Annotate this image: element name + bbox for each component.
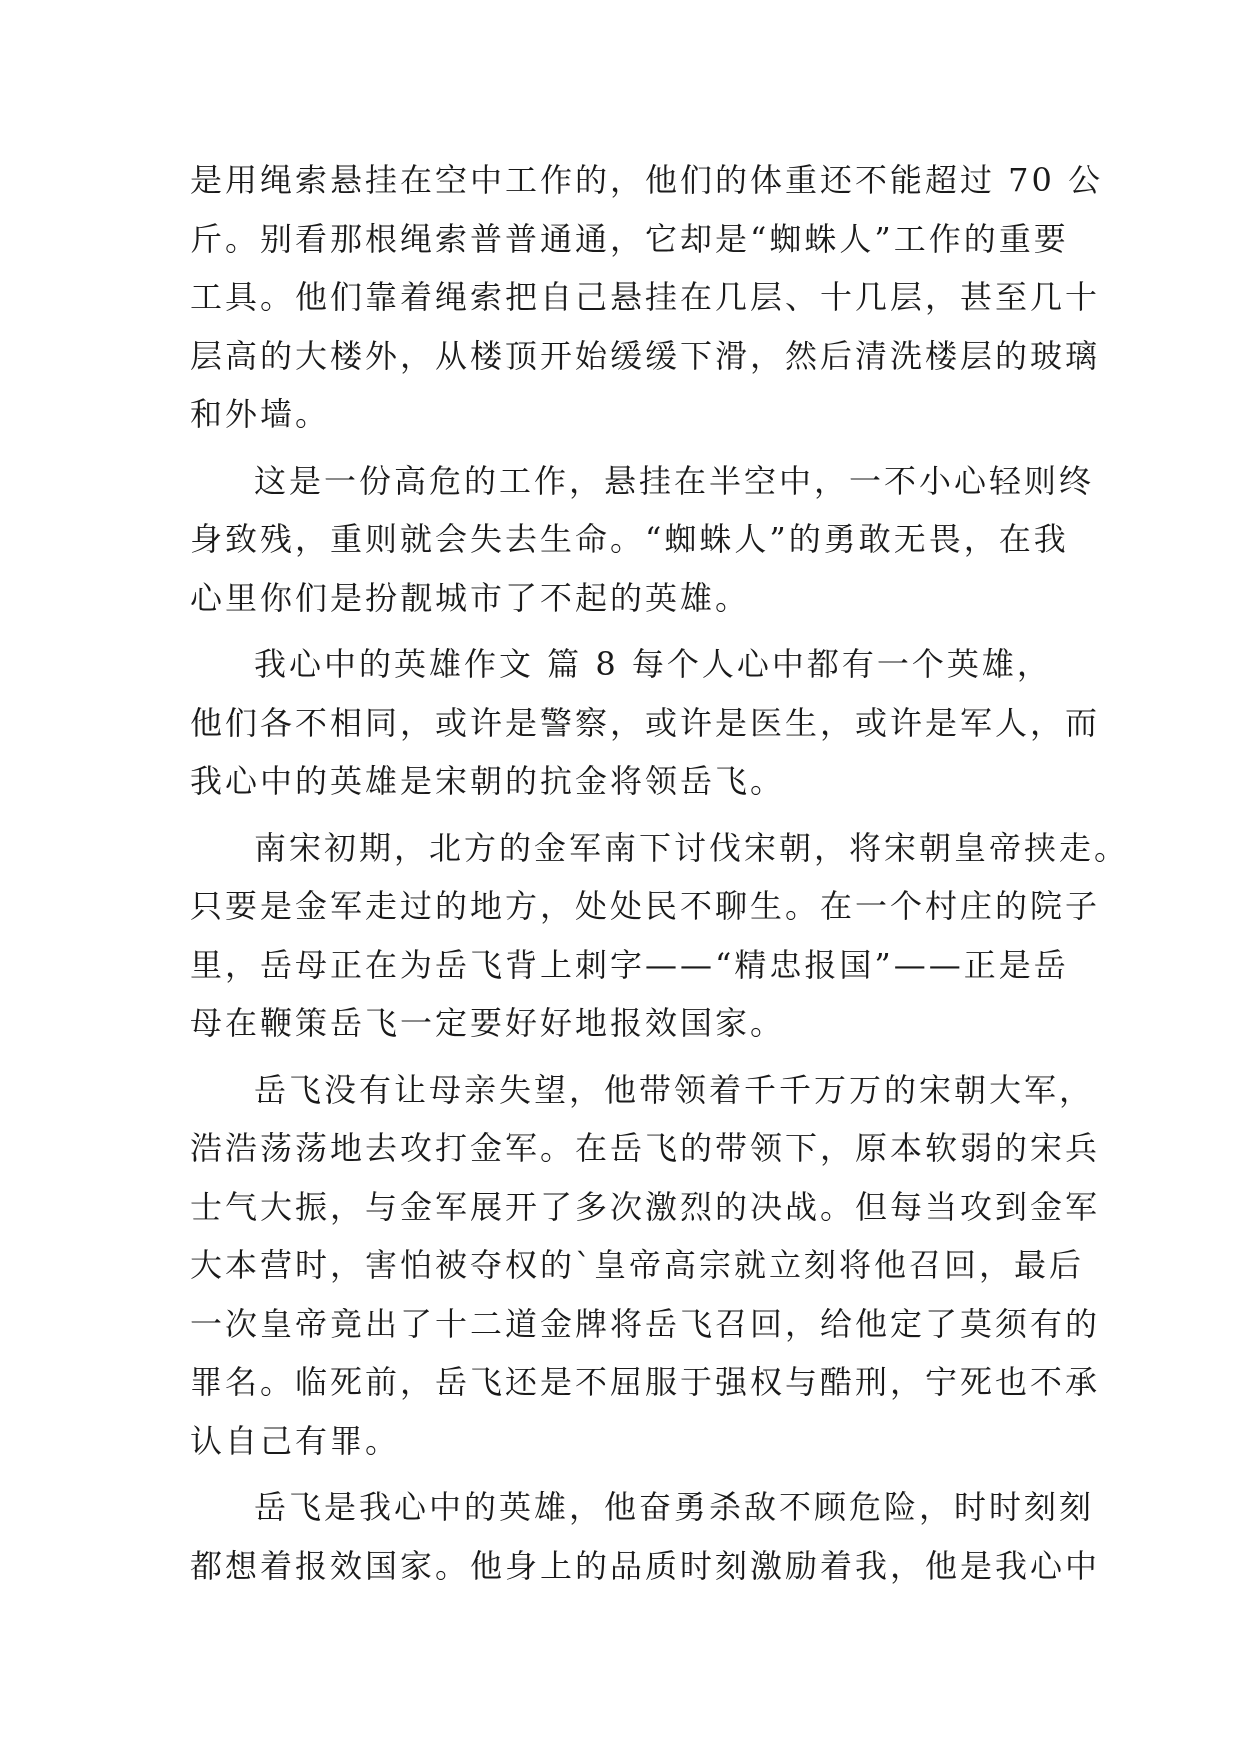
text-line: 一次皇帝竟出了十二道金牌将岳飞召回，给他定了莫须有的 <box>190 1304 1101 1343</box>
text-line: 只要是金军走过的地方，处处民不聊生。在一个村庄的院子 <box>190 887 1101 925</box>
text-line: 和外墙。 <box>190 395 331 433</box>
text-line: 里，岳母正在为岳飞背上刺字——“精忠报国”——正是岳 <box>190 945 1069 984</box>
text-line: 岳飞是我心中的英雄，他奋勇杀敌不顾危险，时时刻刻 <box>254 1488 1095 1526</box>
text-line: 身致残，重则就会失去生命。“蜘蛛人”的勇敢无畏，在我 <box>190 520 1069 558</box>
paragraph-spacer <box>190 627 1050 635</box>
text-line: 这是一份高危的工作，悬挂在半空中，一不小心轻则终 <box>254 461 1095 500</box>
text-line: 我心中的英雄是宋朝的抗金将领岳飞。 <box>190 762 786 800</box>
text-line: 母在鞭策岳飞一定要好好地报效国家。 <box>190 1004 786 1042</box>
text-line: 他们各不相同，或许是警察，或许是医生，或许是军人，而 <box>190 703 1101 742</box>
text-line: 我心中的英雄作文 篇 8 每个人心中都有一个英雄， <box>254 645 1052 683</box>
text-line: 认自己有罪。 <box>190 1421 401 1460</box>
text-line: 浩浩荡荡地去攻打金军。在岳飞的带领下，原本软弱的宋兵 <box>190 1129 1101 1167</box>
text-line: 罪名。临死前，岳飞还是不屈服于强权与酷刑，宁死也不承 <box>190 1363 1101 1401</box>
document-body <box>190 151 1130 1595</box>
paragraph-spacer <box>190 811 1050 819</box>
text-line: 心里你们是扮靓城市了不起的英雄。 <box>190 578 751 617</box>
text-line: 岳飞没有让母亲失望，他带领着千千万万的宋朝大军， <box>254 1070 1095 1109</box>
text-line: 工具。他们靠着绳索把自己悬挂在几层、十几层，甚至几十 <box>190 278 1101 316</box>
paragraph-spacer <box>190 1053 1050 1061</box>
text-line: 都想着报效国家。他身上的品质时刻激励着我，他是我心中 <box>190 1546 1101 1585</box>
text-line: 士气大振，与金军展开了多次激烈的决战。但每当攻到金军 <box>190 1187 1101 1226</box>
text-line: 斤。别看那根绳索普普通通，它却是“蜘蛛人”工作的重要 <box>190 219 1069 258</box>
text-line: 南宋初期，北方的金军南下讨伐宋朝，将宋朝皇帝挟走。 <box>254 828 1130 867</box>
text-line: 层高的大楼外，从楼顶开始缓缓下滑，然后清洗楼层的玻璃 <box>190 336 1101 375</box>
text-line: 大本营时，害怕被夺权的`皇帝高宗就立刻将他召回，最后 <box>190 1246 1085 1284</box>
text-line: 是用绳索悬挂在空中工作的，他们的体重还不能超过 70 公 <box>190 161 1104 199</box>
paragraph-spacer <box>190 444 1050 452</box>
paragraph-spacer <box>190 1470 1050 1478</box>
